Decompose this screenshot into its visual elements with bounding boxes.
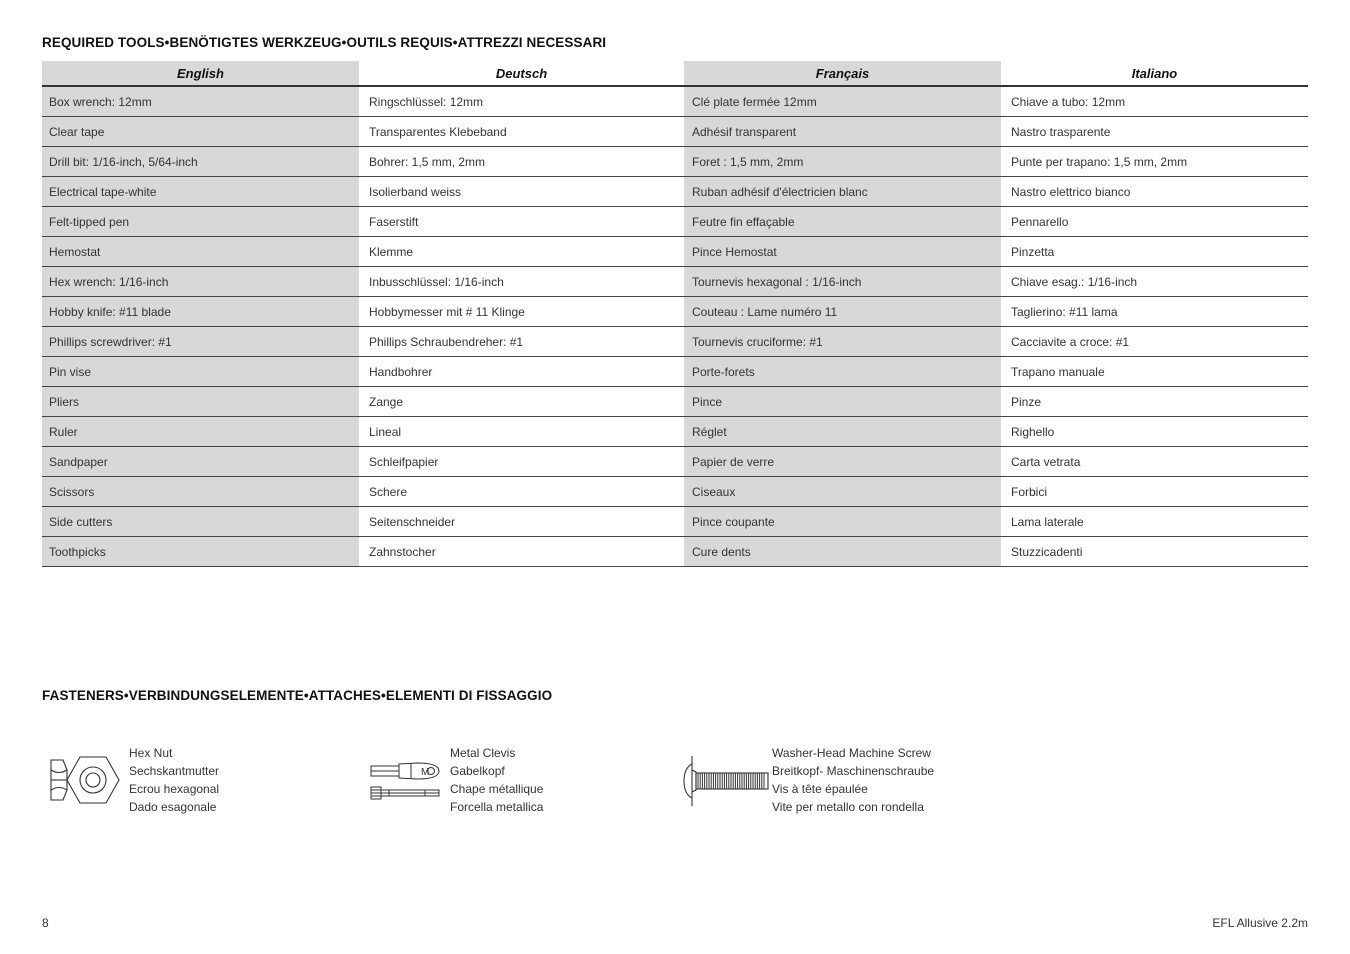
table-row [42, 387, 1308, 417]
cell-italiano: Pinze [1001, 387, 1308, 417]
cell-italiano: Righello [1001, 417, 1308, 447]
clevis-m-label: M [421, 767, 430, 778]
screw-label-fr: Vis à tête épaulée [772, 782, 868, 796]
cell-francais: Pince [684, 387, 1001, 417]
table-row [42, 237, 1308, 267]
cell-italiano: Carta vetrata [1001, 447, 1308, 477]
cell-deutsch: Hobbymesser mit # 11 Klinge [359, 297, 684, 327]
hex-nut-label-fr: Ecrou hexagonal [129, 782, 220, 796]
table-row [42, 327, 1308, 357]
cell-italiano: Chiave a tubo: 12mm [1001, 86, 1308, 117]
metal-clevis-description [450, 744, 543, 816]
page-number: 8 [42, 916, 49, 930]
product-name: EFL Allusive 2.2m [1212, 916, 1308, 930]
screw-label-en: Washer-Head Machine Screw [772, 746, 931, 760]
cell-italiano: Pinzetta [1001, 237, 1308, 267]
cell-francais: Pince Hemostat [684, 237, 1001, 267]
cell-deutsch: Zange [359, 387, 684, 417]
cell-francais: Tournevis hexagonal : 1/16-inch [684, 267, 1001, 297]
cell-francais: Adhésif transparent [684, 117, 1001, 147]
cell-english: Electrical tape-white [42, 177, 359, 207]
cell-francais: Feutre fin effaçable [684, 207, 1001, 237]
cell-english: Pliers [42, 387, 359, 417]
hex-nut-label-en: Hex Nut [129, 746, 173, 760]
cell-italiano: Punte per trapano: 1,5 mm, 2mm [1001, 147, 1308, 177]
table-row [42, 357, 1308, 387]
cell-francais: Ciseaux [684, 477, 1001, 507]
cell-english: Hemostat [42, 237, 359, 267]
cell-english: Ruler [42, 417, 359, 447]
metal-clevis-icon [369, 760, 443, 804]
cell-italiano: Cacciavite a croce: #1 [1001, 327, 1308, 357]
metal-clevis-label-fr: Chape métallique [450, 782, 544, 796]
cell-francais: Papier de verre [684, 447, 1001, 477]
cell-english: Clear tape [42, 117, 359, 147]
tools-table-body [42, 86, 1308, 567]
cell-francais: Clé plate fermée 12mm [684, 86, 1001, 117]
metal-clevis-label-en: Metal Clevis [450, 746, 516, 760]
cell-italiano: Stuzzicadenti [1001, 537, 1308, 567]
column-header-francais: Français [684, 61, 1001, 86]
cell-english: Sandpaper [42, 447, 359, 477]
metal-clevis-label-it: Forcella metallica [450, 800, 544, 814]
cell-italiano: Nastro trasparente [1001, 117, 1308, 147]
hex-nut-icon [47, 755, 123, 805]
hex-nut-label-de: Sechskantmutter [129, 764, 220, 778]
screw-label-it: Vite per metallo con rondella [772, 800, 924, 814]
cell-deutsch: Inbusschlüssel: 1/16-inch [359, 267, 684, 297]
screw-label-de: Breitkopf- Maschinenschraube [772, 764, 935, 778]
cell-deutsch: Seitenschneider [359, 507, 684, 537]
table-row [42, 417, 1308, 447]
tools-table [42, 61, 1308, 567]
washer-head-screw-description [772, 744, 934, 816]
table-row [42, 447, 1308, 477]
metal-clevis-label-de: Gabelkopf [450, 764, 505, 778]
column-header-deutsch: Deutsch [359, 61, 684, 86]
cell-english: Box wrench: 12mm [42, 86, 359, 117]
hex-nut-description [129, 744, 219, 816]
cell-italiano: Forbici [1001, 477, 1308, 507]
cell-english: Felt-tipped pen [42, 207, 359, 237]
washer-head-screw-icon [682, 754, 772, 808]
cell-deutsch: Bohrer: 1,5 mm, 2mm [359, 147, 684, 177]
cell-italiano: Pennarello [1001, 207, 1308, 237]
cell-francais: Cure dents [684, 537, 1001, 567]
cell-deutsch: Handbohrer [359, 357, 684, 387]
cell-english: Hex wrench: 1/16-inch [42, 267, 359, 297]
table-row [42, 177, 1308, 207]
cell-francais: Ruban adhésif d'électricien blanc [684, 177, 1001, 207]
cell-deutsch: Faserstift [359, 207, 684, 237]
column-header-italiano: Italiano [1001, 61, 1308, 86]
table-row [42, 117, 1308, 147]
cell-deutsch: Zahnstocher [359, 537, 684, 567]
cell-francais: Couteau : Lame numéro 11 [684, 297, 1001, 327]
cell-english: Phillips screwdriver: #1 [42, 327, 359, 357]
fasteners-heading: FASTENERS•VERBINDUNGSELEMENTE•ATTACHES•ELEMENTI DI FISSAGGIO [42, 688, 553, 703]
cell-deutsch: Ringschlüssel: 12mm [359, 86, 684, 117]
cell-deutsch: Phillips Schraubendreher: #1 [359, 327, 684, 357]
cell-deutsch: Schleifpapier [359, 447, 684, 477]
cell-english: Drill bit: 1/16-inch, 5/64-inch [42, 147, 359, 177]
table-row [42, 537, 1308, 567]
cell-francais: Réglet [684, 417, 1001, 447]
table-header-row [42, 61, 1308, 86]
required-tools-heading: REQUIRED TOOLS•BENÖTIGTES WERKZEUG•OUTILS REQUIS•ATTREZZI NECESSARI [42, 35, 607, 50]
hex-nut-label-it: Dado esagonale [129, 800, 217, 814]
cell-italiano: Taglierino: #11 lama [1001, 297, 1308, 327]
cell-english: Hobby knife: #11 blade [42, 297, 359, 327]
table-row [42, 207, 1308, 237]
cell-francais: Porte-forets [684, 357, 1001, 387]
cell-italiano: Nastro elettrico bianco [1001, 177, 1308, 207]
table-row [42, 147, 1308, 177]
cell-deutsch: Schere [359, 477, 684, 507]
cell-deutsch: Transparentes Klebeband [359, 117, 684, 147]
cell-francais: Tournevis cruciforme: #1 [684, 327, 1001, 357]
cell-english: Side cutters [42, 507, 359, 537]
cell-deutsch: Klemme [359, 237, 684, 267]
cell-italiano: Trapano manuale [1001, 357, 1308, 387]
column-header-english: English [42, 61, 359, 86]
table-row [42, 477, 1308, 507]
cell-italiano: Lama laterale [1001, 507, 1308, 537]
table-row [42, 297, 1308, 327]
cell-english: Pin vise [42, 357, 359, 387]
table-row [42, 267, 1308, 297]
table-row [42, 507, 1308, 537]
cell-deutsch: Isolierband weiss [359, 177, 684, 207]
cell-english: Toothpicks [42, 537, 359, 567]
cell-italiano: Chiave esag.: 1/16-inch [1001, 267, 1308, 297]
cell-deutsch: Lineal [359, 417, 684, 447]
table-row [42, 86, 1308, 117]
cell-francais: Foret : 1,5 mm, 2mm [684, 147, 1001, 177]
cell-francais: Pince coupante [684, 507, 1001, 537]
cell-english: Scissors [42, 477, 359, 507]
